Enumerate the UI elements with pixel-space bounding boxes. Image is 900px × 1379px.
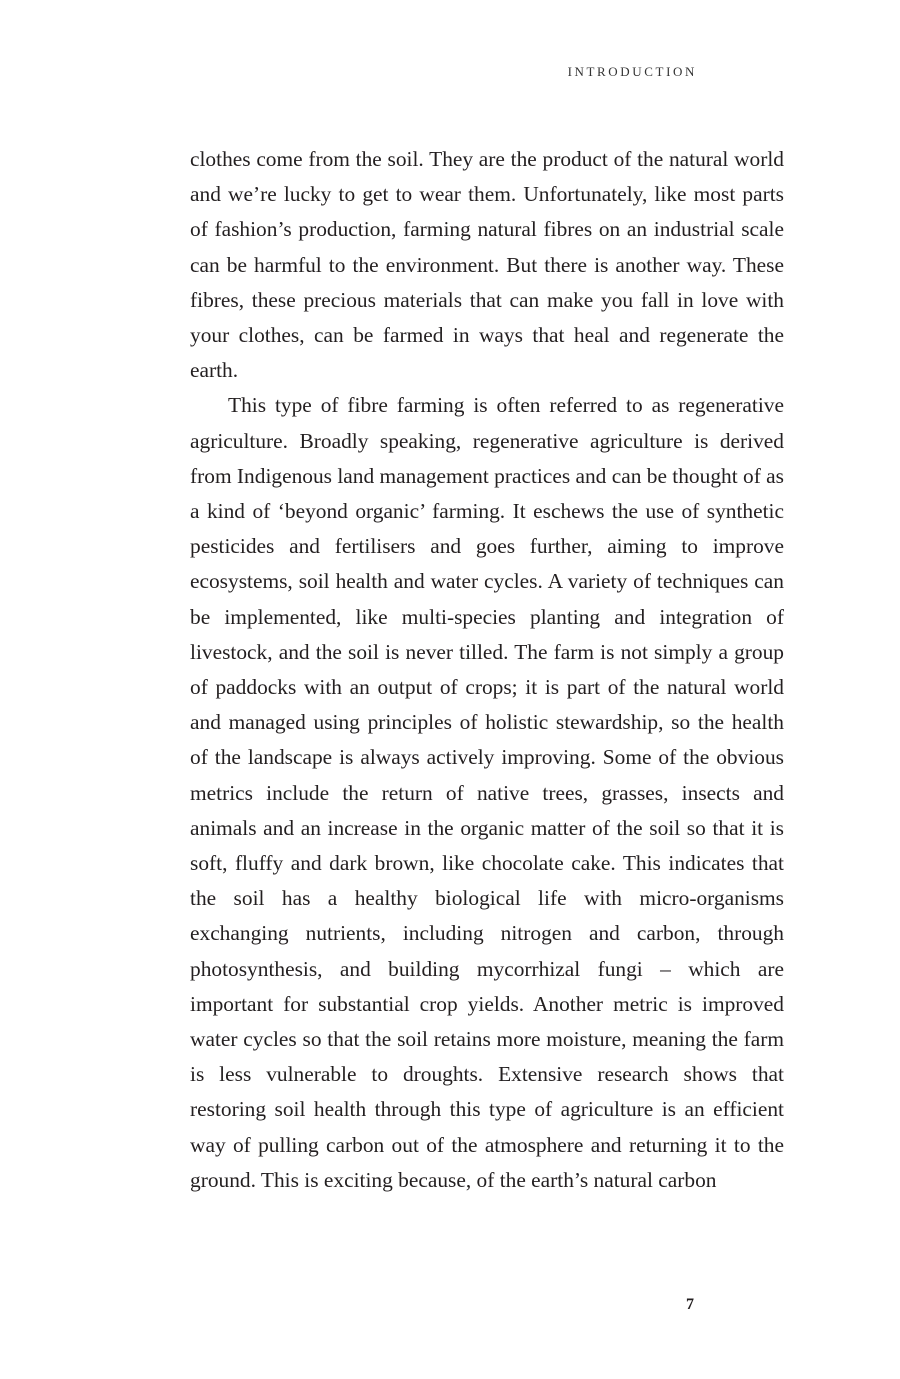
paragraph-2: This type of fibre farming is often referred to as regenerative agriculture. Broadly speaking, regenerative agriculture is derived from Indigenous land management practices and can be thought of as a kind of ‘beyond organic’ farming. It eschews the use of synthetic pesticides and fertilisers and goes further, aiming to improve ecosystems, soil health and water cycles. A variety of techniques can be implemented, like multi-species planting and integration of livestock, and the soil is never tilled. The farm is not simply a group of paddocks with an output of crops; it is part of the natural world and managed using principles of holistic stewardship, so the health of the landscape is always actively improving. Some of the obvious metrics include the return of native trees, grasses, insects and animals and an increase in the organic matter of the soil so that it is soft, fluffy and dark brown, like chocolate cake. This indicates that the soil has a healthy biological life with micro-organisms exchanging nutrients, including nitrogen and carbon, through photosynthesis, and building mycorrhizal fungi – which are important for substantial crop yields. Another metric is improved water cycles so that the soil retains more moisture, meaning the farm is less vulnerable to droughts. Extensive research shows that restoring soil health through this type of agriculture is an efficient way of pulling carbon out of the atmosphere and returning it to the ground. This is exciting because, of the earth’s natural carbon <box>190 393 784 1192</box>
paragraph-1: clothes come from the soil. They are the product of the natural world and we’re lucky to get to wear them. Unfortunately, like most parts of fashion’s production, farming natural fibres on an industrial scale can be harmful to the environment. But there is another way. These fibres, these precious materials that can make you fall in love with your clothes, can be farmed in ways that heal and regenerate the earth. <box>190 147 784 383</box>
body-text <box>190 142 784 1198</box>
running-head: INTRODUCTION <box>567 64 697 79</box>
page-number: 7 <box>686 1296 694 1313</box>
